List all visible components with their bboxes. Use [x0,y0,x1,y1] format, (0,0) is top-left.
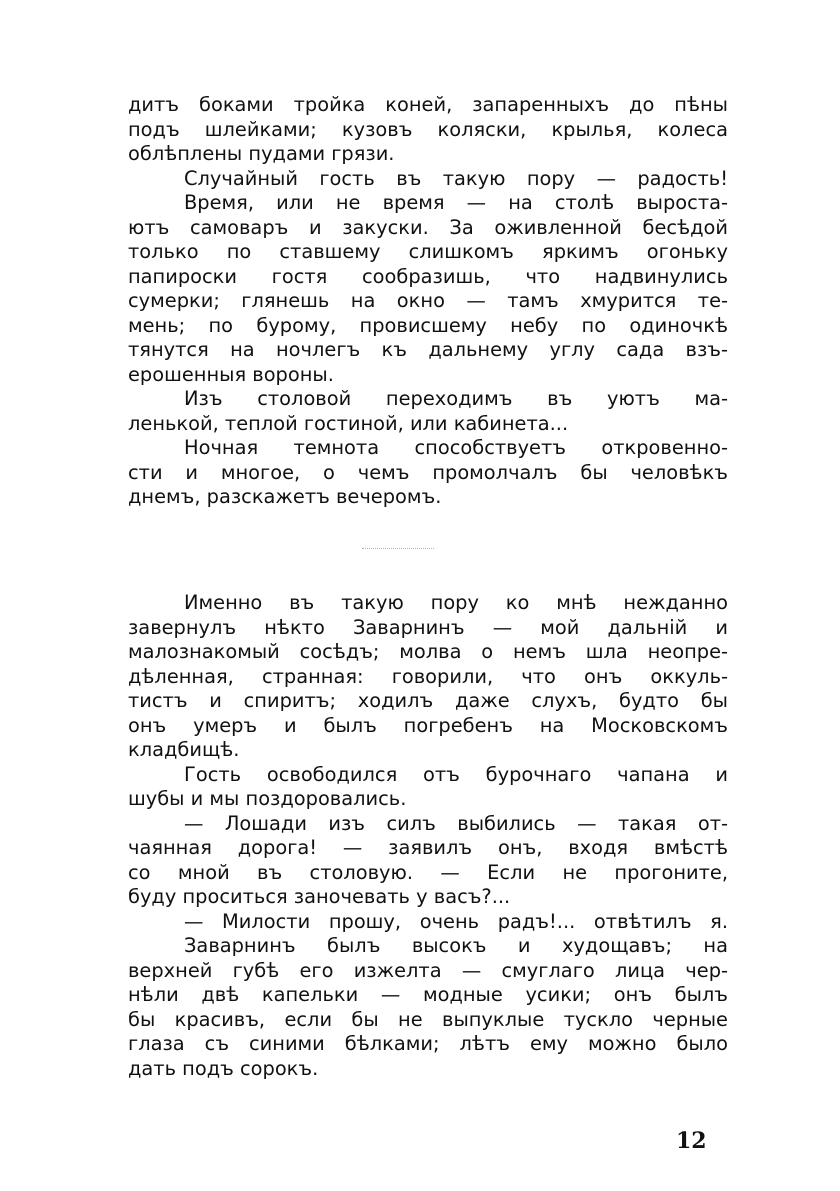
text-line: буду проситься заночевать у васъ?... [128,885,511,908]
text-line: ютъ самоваръ и закуски. За оживленной бесѣдой [128,215,728,239]
text-line: глаза съ синими бѣлками; лѣтъ ему можно было [128,1032,728,1055]
text-line: Время, или не время — на столѣ выроста- [184,191,728,214]
text-line: Гость освободился отъ бурочнаго чапана и [184,762,728,786]
text-line: только по ставшему слишкомъ яркимъ огоньку [128,240,728,263]
text-line: бы красивъ, если бы не выпуклые тускло черные [128,1007,728,1031]
text-line: верхней губѣ его изжелта — смуглаго лица чер- [128,958,728,982]
text-line: Изъ столовой переходимъ въ уютъ ма- [184,387,728,410]
text-line: тянутся на ночлегъ къ дальнему углу сада взъ- [128,338,728,361]
text-line: сумерки; глянешь на окно — тамъ хмурится те- [128,289,728,312]
page-number: 12 [676,1128,707,1154]
text-line: сти и многое, о чемъ промолчалъ бы человѣкъ [128,460,728,484]
text-line: нѣли двѣ капельки — модные усики; онъ былъ [128,983,728,1006]
text-line: кладбищѣ. [128,738,240,761]
text-block-top [128,93,728,510]
text-line: ерошенныя вороны. [128,362,334,386]
text-line: — Милости прошу, очень радъ!... отвѣтилъ я. [184,909,728,933]
text-line: подъ шлейками; кузовъ коляски, крылья, колеса [128,117,728,141]
section-separator [362,548,434,549]
text-line: Случайный гость въ такую пору — радость! [184,166,728,190]
text-line: чаянная дорога! — заявилъ онъ, входя вмѣстѣ [128,836,728,859]
text-line: малознакомый сосѣдъ; молва о немъ шла неопре- [128,640,728,663]
text-line: со мной въ столовую. — Если не прогоните, [128,860,728,884]
text-line: ленькой, теплой гостиной, или кабинета... [128,411,569,435]
text-line: облѣплены пудами грязи. [128,142,395,165]
text-line: мень; по бурому, провисшему небу по одиночкѣ [128,313,728,337]
text-line: дѣленная, странная: говорили, что онъ оккуль- [128,664,728,688]
text-line: дитъ боками тройка коней, запаренныхъ до пѣны [128,93,728,116]
text-line: завернулъ нѣкто Заварнинъ — мой дальній и [128,615,728,639]
text-line: Заварнинъ былъ высокъ и худощавъ; на [184,934,728,957]
text-line: Именно въ такую пору ко мнѣ нежданно [184,591,728,614]
text-line: шубы и мы поздоровались. [128,787,407,810]
text-line: Ночная темнота способствуетъ откровенно- [184,436,728,459]
text-line: дать подъ сорокъ. [128,1056,319,1080]
text-line: папироски гостя сообразишь, что надвинулись [128,264,728,288]
text-line: онъ умеръ и былъ погребенъ на Московскомъ [128,713,728,737]
text-line: тистъ и спиритъ; ходилъ даже слухъ, будто бы [128,689,728,712]
text-line: — Лошади изъ силъ выбились — такая от- [184,811,728,835]
text-line: днемъ, разскажетъ вечеромъ. [128,485,442,508]
text-block-bottom [128,591,728,1081]
